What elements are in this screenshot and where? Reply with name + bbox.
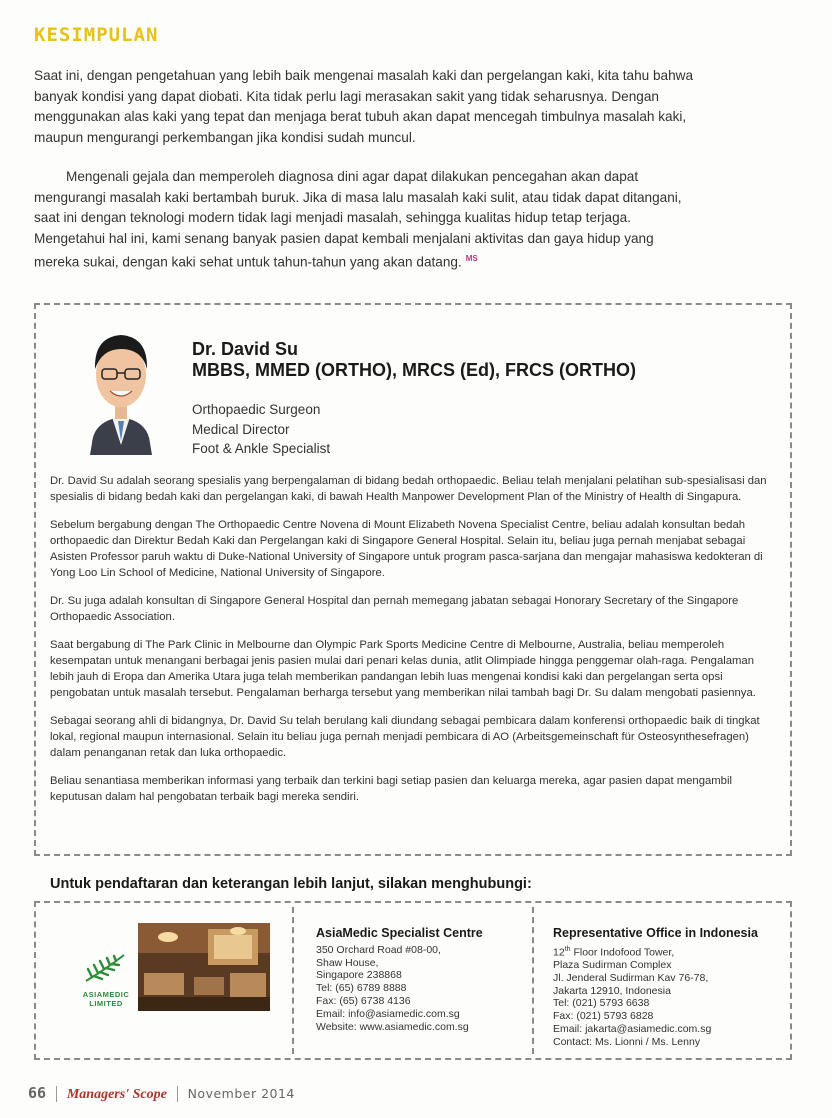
intro-paragraph-1: Saat ini, dengan pengetahuan yang lebih baik mengenai masalah kaki dan pergelangan kaki, kita tahu bahwa banyak kondisi yang dapat diobati. Kita tidak perlu lagi merasakan sakit yang tidak seharusnya. Dengan menggunakan alas kaki yang tepat dan menjaga berat tubuh akan dapat mencegah timbulnya masalah kaki, maupun mengurangi perkembangan jika kondisi sudah muncul.	[34, 68, 694, 145]
logo-text: ASIAMEDIC LIMITED	[82, 990, 130, 1008]
centre-website[interactable]: Website: www.asiamedic.com.sg	[316, 1020, 469, 1033]
contact-divider-1	[292, 907, 294, 1054]
doctor-bio-text	[50, 473, 780, 817]
indonesia-title: Representative Office in Indonesia	[553, 926, 758, 940]
indonesia-contact: Contact: Ms. Lionni / Ms. Lenny	[553, 1035, 701, 1048]
section-heading: KESIMPULAN	[34, 24, 159, 46]
intro-paragraph-2-text: Mengenali gejala dan memperoleh diagnosa dini agar dapat dilakukan pencegahan akan dapat mengurangi masalah kaki bertambah buruk. Jika di masa lalu masalah kaki sulit, atau tidak dapat ditangani, saat ini dengan teknologi modern tidak lagi menjadi masalah, sehingga kualitas hidup tetap terjaga. Mengetahui hal ini, kami senang banyak pasien dapat kembali menjalani aktivitas dan gaya hidup yang mereka sukai, dengan kaki sehat untuk tahun-tahun yang akan datang.	[34, 169, 682, 270]
indonesia-fax: Fax: (021) 5793 6828	[553, 1010, 654, 1023]
footer-separator	[56, 1086, 57, 1102]
centre-phone: Tel: (65) 6789 8888	[316, 982, 407, 995]
indonesia-line: Plaza Sudirman Complex	[553, 959, 672, 972]
clinic-interior-photo	[138, 923, 270, 1011]
centre-title: AsiaMedic Specialist Centre	[316, 926, 483, 940]
doctor-role-1: Orthopaedic Surgeon	[192, 402, 321, 417]
doctor-roles	[192, 400, 330, 459]
bio-paragraph-6: Beliau senantiasa memberikan informasi yang terbaik dan terkini bagi setiap pasien dan keluarga mereka, agar pasien dapat mengambil keputusan dalam hal pengobatan terbaik bagi mereka sendiri.	[50, 775, 732, 803]
indonesia-phone: Tel: (021) 5793 6638	[553, 997, 650, 1010]
floor-number: 12	[553, 946, 565, 959]
fern-leaf-icon	[66, 953, 146, 983]
bio-paragraph-5: Sebagai seorang ahli di bidangnya, Dr. David Su telah berulang kali diundang sebagai pembicara dalam konferensi orthopaedic baik di tingkat lokal, regional maupun internasional. Selain itu beliau juga pernah menjadi pembicara di AO (Arbeitsgemeinschaft für Osteosynthesefragen) dalam penanganan retak dan luka orthopaedic.	[50, 715, 760, 759]
intro-paragraph-2	[34, 167, 698, 273]
contact-divider-2	[532, 907, 534, 1054]
bio-paragraph-2: Sebelum bergabung dengan The Orthopaedic Centre Novena di Mount Elizabeth Novena Specialist Centre, beliau adalah konsultan bedah orthopaedic dan Direktur Bedah Kaki dan Pergelangan kaki di Singapore General Hospital. Selain itu, beliau juga pernah menjabat sebagai Asisten Professor paruh waktu di Duke-National University of Singapore untuk program pasca-sarjana dan mengajar mahasiswa kedokteran di Yong Loo Lin School of Medicine, National University of Singapore.	[50, 519, 763, 579]
indonesia-line	[553, 944, 758, 959]
indonesia-line: Jakarta 12910, Indonesia	[553, 984, 671, 997]
indonesia-email[interactable]: Email: jakarta@asiamedic.com.sg	[553, 1023, 712, 1036]
contact-title: Untuk pendaftaran dan keterangan lebih lanjut, silakan menghubungi:	[50, 876, 532, 892]
page-number: 66	[28, 1084, 47, 1102]
floor-rest: Floor Indofood Tower,	[570, 946, 675, 959]
intro-text	[34, 66, 698, 292]
indonesia-line: Jl. Jenderal Sudirman Kav 76-78,	[553, 971, 709, 984]
doctor-bio-box	[34, 303, 792, 856]
magazine-name: Managers' Scope	[66, 1087, 167, 1102]
doctor-photo	[82, 317, 160, 455]
centre-line: Shaw House,	[316, 956, 379, 969]
bio-paragraph-1: Dr. David Su adalah seorang spesialis yang berpengalaman di bidang bedah orthopaedic. Beliau telah menjalani pelatihan sub-spesialisasi dan spesialis di bidang bedah kaki dan pergelangan kaki, di bawah Health Manpower Development Plan of the Ministry of Health di Singapura.	[50, 475, 767, 503]
doctor-role-3: Foot & Ankle Specialist	[192, 441, 331, 456]
floor-suffix: th	[564, 945, 571, 953]
doctor-name: Dr. David Su	[192, 339, 299, 359]
centre-line: Singapore 238868	[316, 969, 402, 982]
issue-date: November 2014	[187, 1086, 295, 1101]
contact-box	[34, 901, 792, 1060]
centre-line: 350 Orchard Road #08-00,	[316, 943, 441, 956]
indonesia-address	[553, 927, 758, 1049]
asiamedic-logo	[66, 953, 146, 1008]
doctor-role-2: Medical Director	[192, 421, 290, 437]
bio-paragraph-3: Dr. Su juga adalah konsultan di Singapore General Hospital dan pernah memegang jabatan sebagai Honorary Secretary of the Singapore Orthopaedic Association.	[50, 595, 739, 623]
doctor-credentials: MBBS, MMED (ORTHO), MRCS (Ed), FRCS (ORTHO)	[192, 360, 636, 380]
page-footer	[28, 1084, 295, 1103]
centre-address	[316, 927, 483, 1033]
bio-paragraph-4: Saat bergabung di The Park Clinic in Melbourne dan Olympic Park Sports Medicine Centre di Melbourne, Australia, beliau memperoleh kesempatan untuk menangani berbagai jenis pasien mulai dari penari kelas dunia, atlit Olimpiade hingga penggemar olah-raga. Pengalaman lebih jauh di Eropa dan Amerika Utara juga telah memberikan pandangan lebih luas mengenai kondisi kaki dan pergelangan serta opsi pengobatan untuk masalah tersebut. Pengalaman berharga tersebut yang memberikan nilai tambah bagi Dr. Su dalam mengobati pasiennya.	[50, 639, 756, 699]
centre-fax: Fax: (65) 6738 4136	[316, 994, 411, 1007]
centre-email[interactable]: Email: info@asiamedic.com.sg	[316, 1007, 460, 1020]
footer-separator	[177, 1086, 178, 1102]
ms-end-mark: MS	[465, 254, 478, 263]
